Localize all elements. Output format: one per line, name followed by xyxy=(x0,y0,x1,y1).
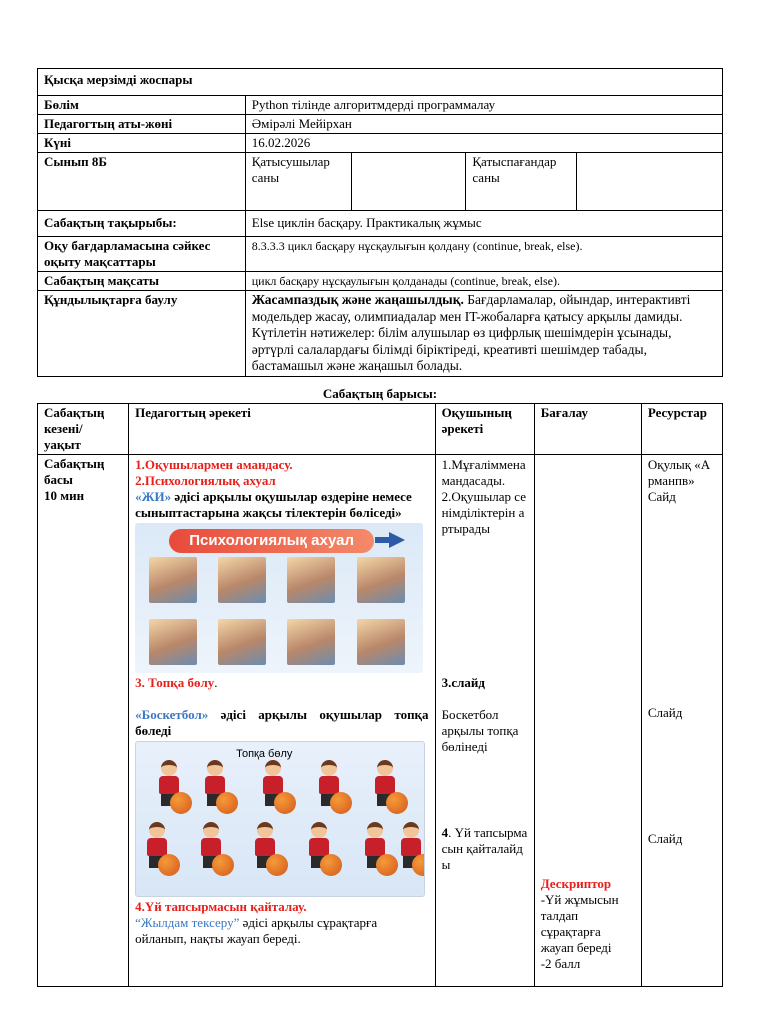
resource-slide-1: Слайд xyxy=(647,705,683,720)
assessment-cell xyxy=(534,455,641,987)
values-text1: Бағдарламалар, ойындар, интерактивті модельдер жасау, олимпиадалар мен IT-жобаларға қатысу арқылы дамиды. xyxy=(251,292,691,324)
student-grouping: Боскетбол арқылы топқа бөлінеді xyxy=(441,707,519,754)
lesson-progress-table xyxy=(37,403,723,987)
student-slide-title: 3.слайд xyxy=(441,675,485,690)
resource-slide-2: Слайд xyxy=(647,831,683,846)
topic-value: Else циклін басқару. Практикалық жұмыс xyxy=(245,211,722,237)
resource-textbook: Оқулық «Арманпв» xyxy=(647,457,711,488)
student-homework-num: 4 xyxy=(441,825,449,840)
image-tile xyxy=(287,557,335,603)
basketball-icon xyxy=(274,792,296,814)
method-quick-check: “Жылдам тексеру” xyxy=(135,915,240,930)
basketball-icon xyxy=(376,854,398,876)
student-actions-cell xyxy=(435,455,534,987)
basketball-icon xyxy=(216,792,238,814)
basketball-icon xyxy=(170,792,192,814)
basketball-icon xyxy=(330,792,352,814)
action-homework: 4.Үй тапсырмасын қайталау. xyxy=(135,899,307,914)
method-basketball: «Боскетбол» xyxy=(135,707,209,722)
present-label: Қатысушылар саны xyxy=(245,153,351,211)
image-tile xyxy=(357,619,405,665)
values-cell xyxy=(245,291,722,377)
absent-label: Қатыспағандар саны xyxy=(466,153,577,211)
header-assessment: Бағалау xyxy=(534,404,641,455)
image-tile xyxy=(357,557,405,603)
class-label: Сынып 8Б xyxy=(38,153,246,211)
header-resources: Ресурстар xyxy=(641,404,722,455)
method-ai: «ЖИ» xyxy=(135,489,172,504)
plan-header-table xyxy=(37,68,723,377)
header-teacher: Педагогтың әрекеті xyxy=(129,404,435,455)
basketball-icon xyxy=(386,792,408,814)
stage-cell xyxy=(38,455,129,987)
descriptor-title: Дескриптор xyxy=(540,876,612,891)
arrow-right-icon xyxy=(389,532,405,548)
aim-label: Сабақтың мақсаты xyxy=(38,272,246,291)
resource-site: Сайд xyxy=(647,489,676,504)
action-greeting: 1.Оқушылармен амандасу. xyxy=(135,457,293,472)
values-label: Құндылықтарға баулу xyxy=(38,291,246,377)
image-tile xyxy=(149,619,197,665)
absent-value xyxy=(577,153,723,211)
aim-value: цикл басқару нұсқаулығын қолданады (continue, break, else). xyxy=(245,272,722,291)
date-value: 16.02.2026 xyxy=(245,134,722,153)
resources-cell xyxy=(641,455,722,987)
teacher-label: Педагогтың аты-жөні xyxy=(38,115,246,134)
image-tile xyxy=(218,619,266,665)
teacher-value: Әмірәлі Мейірхан xyxy=(245,115,722,134)
method-quick-check-text: әдісі арқылы сұрақтарға ойланып, нақты жауап береді. xyxy=(135,915,378,946)
section-value: Python тілінде алгоритмдерді программалау xyxy=(245,96,722,115)
basketball-icon xyxy=(212,854,234,876)
method-ai-text: әдісі арқылы оқушылар өздеріне немесе сыныптастарына жақсы тілектерін бөліседі» xyxy=(135,489,412,520)
values-text2: Күтілетін нәтижелер: білім алушылар өз цифрлық шешімдерін ұсынады, әртүрлі салалардағы білімді біріктіреді, креативті шешімдер табады, бастамашыл және жаңашыл болады. xyxy=(251,325,672,373)
values-bold: Жасампаздық және жаңашылдық. xyxy=(251,292,464,307)
teacher-actions-cell xyxy=(129,455,435,987)
action-grouping-text: 3. Топқа бөлу xyxy=(135,675,215,690)
header-stage: Сабақтың кезені/ уақыт xyxy=(38,404,129,455)
student-homework: . Үй тапсырмасын қайталайды xyxy=(441,825,528,872)
section-label: Бөлім xyxy=(38,96,246,115)
objectives-value: 8.3.3.3 цикл басқару нұсқаулығын қолдану (continue, break, else). xyxy=(245,237,722,272)
descriptor-text: -Үй жұмысын талдап сұрақтарға жауап береді xyxy=(540,892,619,955)
progress-title: Сабақтың барысы: xyxy=(322,386,438,401)
topic-label: Сабақтың тақырыбы: xyxy=(38,211,246,237)
basketball-icon xyxy=(158,854,180,876)
image-tile xyxy=(149,557,197,603)
stage-name: Сабақтың басы xyxy=(44,456,105,487)
action-psychology: 2.Психологиялық ахуал xyxy=(135,473,276,488)
psychology-slide-title: Психологиялық ахуал xyxy=(169,529,374,553)
objectives-label: Оқу бағдарламасына сәйкес оқыту мақсаттары xyxy=(38,237,246,272)
grouping-slide-image xyxy=(135,741,425,897)
image-tile xyxy=(218,557,266,603)
header-student: Оқушының әрекеті xyxy=(435,404,534,455)
student-greeting: 1.Мұғалімменамандасады. xyxy=(441,457,526,488)
date-label: Күні xyxy=(38,134,246,153)
present-value xyxy=(351,153,466,211)
plan-title: Қысқа мерзімді жоспары xyxy=(38,69,723,96)
stage-time: 10 мин xyxy=(44,488,85,503)
psychology-slide-image xyxy=(135,523,423,673)
basketball-icon xyxy=(266,854,288,876)
grouping-slide-title: Топқа бөлу xyxy=(236,748,293,760)
method-basketball-text: әдісі арқылы оқушылар топқа бөледі xyxy=(135,707,429,738)
action-grouping: 3. Топқа бөлу. xyxy=(135,675,218,690)
descriptor-score: -2 балл xyxy=(540,956,581,971)
basketball-icon xyxy=(320,854,342,876)
student-confidence: 2.Оқушылар сенімділіктерін артырады xyxy=(441,489,526,536)
image-tile xyxy=(287,619,335,665)
